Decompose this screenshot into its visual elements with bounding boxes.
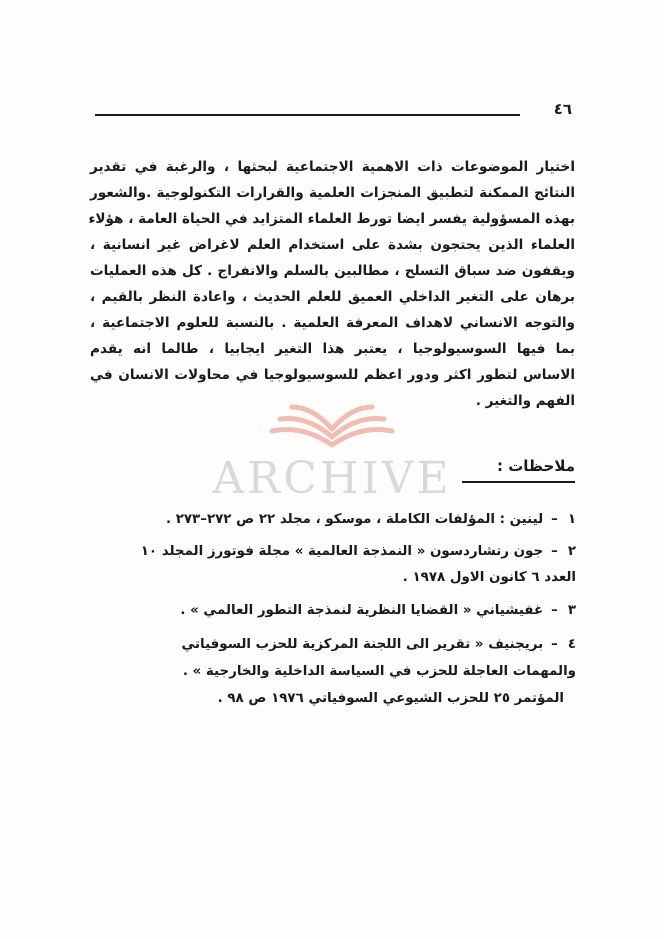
body-line: النتائج الممكنة لتطبيق المنجزات العلمية والقرارات التكنولوجية .والشعور [90,185,575,201]
note-continuation [403,565,576,591]
note-number: ٢ [567,544,576,559]
page-number: ٤٦ [553,100,572,118]
note-number: ٣ [567,603,576,618]
body-line: الاساس لتطور اكثر ودور اعظم للسوسيولوجيا في محاولات الانسان في [90,367,575,383]
body-line: ويقفون ضد سباق التسلح ، مطالبين بالسلم والانفراج . كل هذه العمليات [90,263,575,279]
note-text: والمهمات العاجلة للحزب في السياسة الداخلية والخارجية » . [182,664,576,679]
note-text: العدد ٦ كانون الاول ١٩٧٨ . [402,570,576,585]
body-line: والتوجه الانساني لاهداف المعرفة العلمية . بالنسبة للعلوم الاجتماعية ، [90,315,575,331]
body-line: بما فيها السوسيولوجيا ، يعتبر هذا التغير ايجابيا ، طالما انه يقدم [90,341,575,357]
notes-heading: ملاحظات : [496,457,575,475]
header-rule [95,114,520,116]
note-text: لينين : المؤلفات الكاملة ، موسكو ، مجلد ٢٢ ص ٢٧٢–٢٧٣ . [165,512,544,527]
note-text: جون رتشاردسون « النمذجة العالمية » مجلة فوتورز المجلد ١٠ [140,544,544,559]
watermark-text: ARCHIVE [212,453,452,504]
note-item [166,507,576,533]
body-line: برهان على التغير الداخلي العميق للعلم الحديث ، واعادة النظر بالقيم ، [90,289,575,305]
note-text: غفيشياني « القضايا النظرية لنمذجة التطور العالمي » . [180,603,544,618]
body-line: العلماء الذين يحتجون بشدة على استخدام العلم لاغراض غير انسانية ، [90,237,575,253]
body-paragraph [90,154,575,414]
note-number: ١ [567,512,576,527]
note-item [141,539,576,565]
body-line: بهذه المسؤولية يفسر ايضا تورط العلماء المتزايد في الحياة العامة ، هؤلاء [88,211,575,227]
body-line: اختيار الموضوعات ذات الاهمية الاجتماعية لبحثها ، والرغبة في تقدير [90,159,575,175]
notes-underline [462,481,575,483]
note-continuation [218,686,564,712]
note-dash: – [551,544,558,559]
note-number: ٤ [567,637,576,652]
note-text: المؤتمر ٢٥ للحزب الشيوعي السوفياتي ١٩٧٦ ص ٩٨ . [217,691,564,706]
note-item [180,598,576,624]
note-item [181,632,576,658]
note-text: بريجنيف « تقرير الى اللجنة المركزية للحزب السوفياتي [181,637,544,652]
note-dash: – [551,637,558,652]
note-continuation [183,659,576,685]
note-dash: – [551,512,558,527]
body-line: الفهم والتغير . [475,393,575,409]
note-dash: – [551,603,558,618]
